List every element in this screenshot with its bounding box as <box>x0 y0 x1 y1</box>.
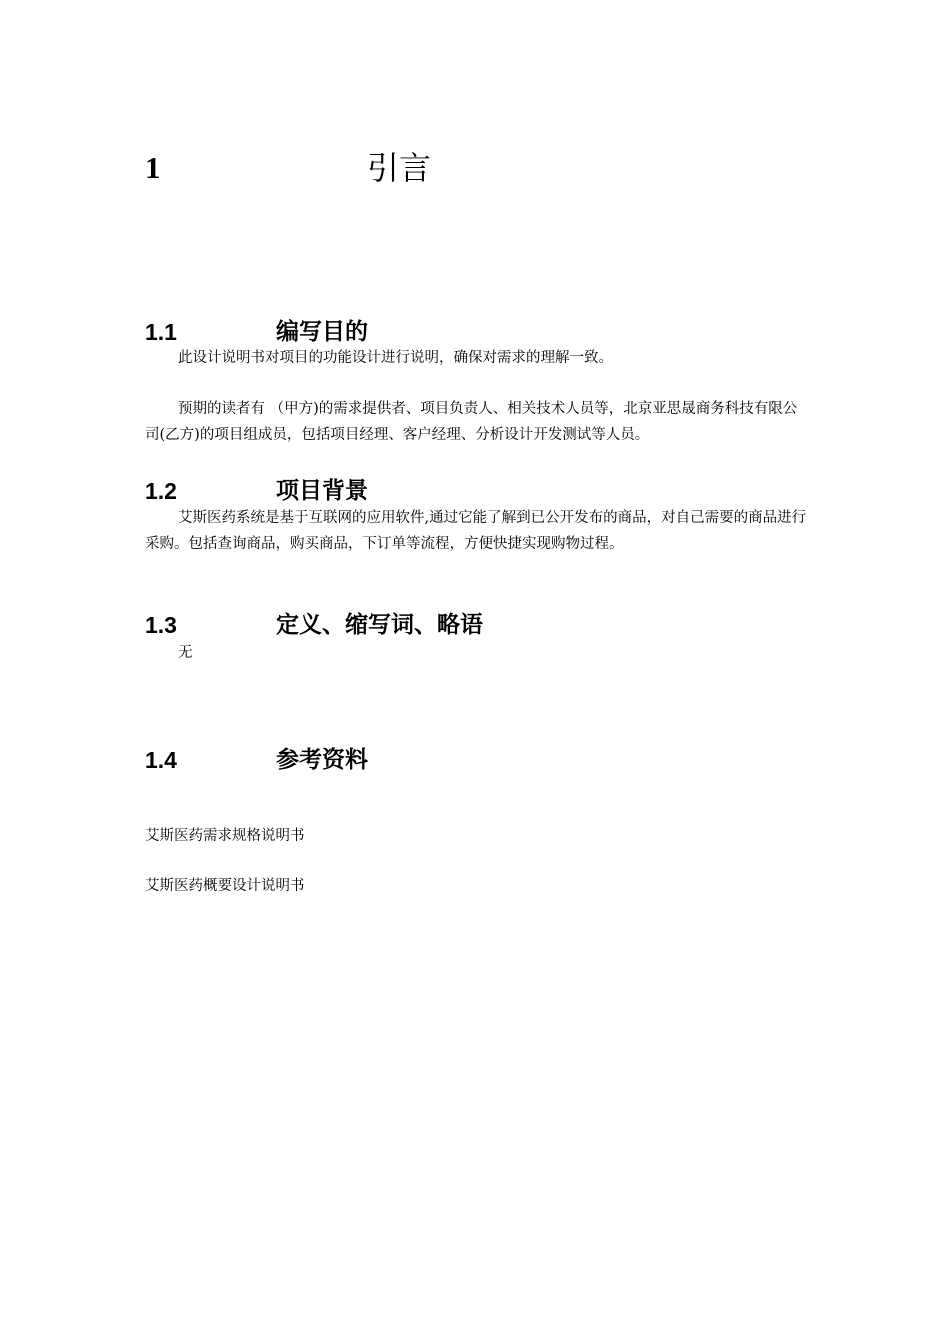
purpose-paragraph-1: 此设计说明书对项目的功能设计进行说明，确保对需求的理解一致。 <box>178 350 613 366</box>
purpose-paragraph-2: 预期的读者有 （甲方)的需求提供者、项目负责人、相关技术人员等，北京亚思晟商务科技有限公司(乙方)的项目组成员，包括项目经理、客户经理、分析设计开发测试等人员。 <box>145 401 798 443</box>
section-title-1-2: 项目背景 <box>276 478 368 504</box>
section-number-1-4: 1.4 <box>145 747 177 773</box>
reference-item: 艾斯医药需求规格说明书 <box>145 828 305 844</box>
section-title-1-1: 编写目的 <box>276 319 368 345</box>
section-number-1-1: 1.1 <box>145 319 177 345</box>
section-title-1-3: 定义、缩写词、略语 <box>276 612 483 638</box>
reference-item: 艾斯医药概要设计说明书 <box>145 878 305 894</box>
definitions-paragraph: 无 <box>178 645 193 661</box>
section-number-1-2: 1.2 <box>145 478 177 504</box>
section-title-1-4: 参考资料 <box>276 747 368 773</box>
chapter-number: 1 <box>145 150 161 185</box>
chapter-title: 引言 <box>367 149 432 187</box>
section-number-1-3: 1.3 <box>145 612 177 638</box>
background-paragraph: 艾斯医药系统是基于互联网的应用软件,通过它能了解到已公开发布的商品，对自己需要的商品进行采购。包括查询商品，购买商品，下订单等流程，方便快捷实现购物过程。 <box>145 510 807 552</box>
